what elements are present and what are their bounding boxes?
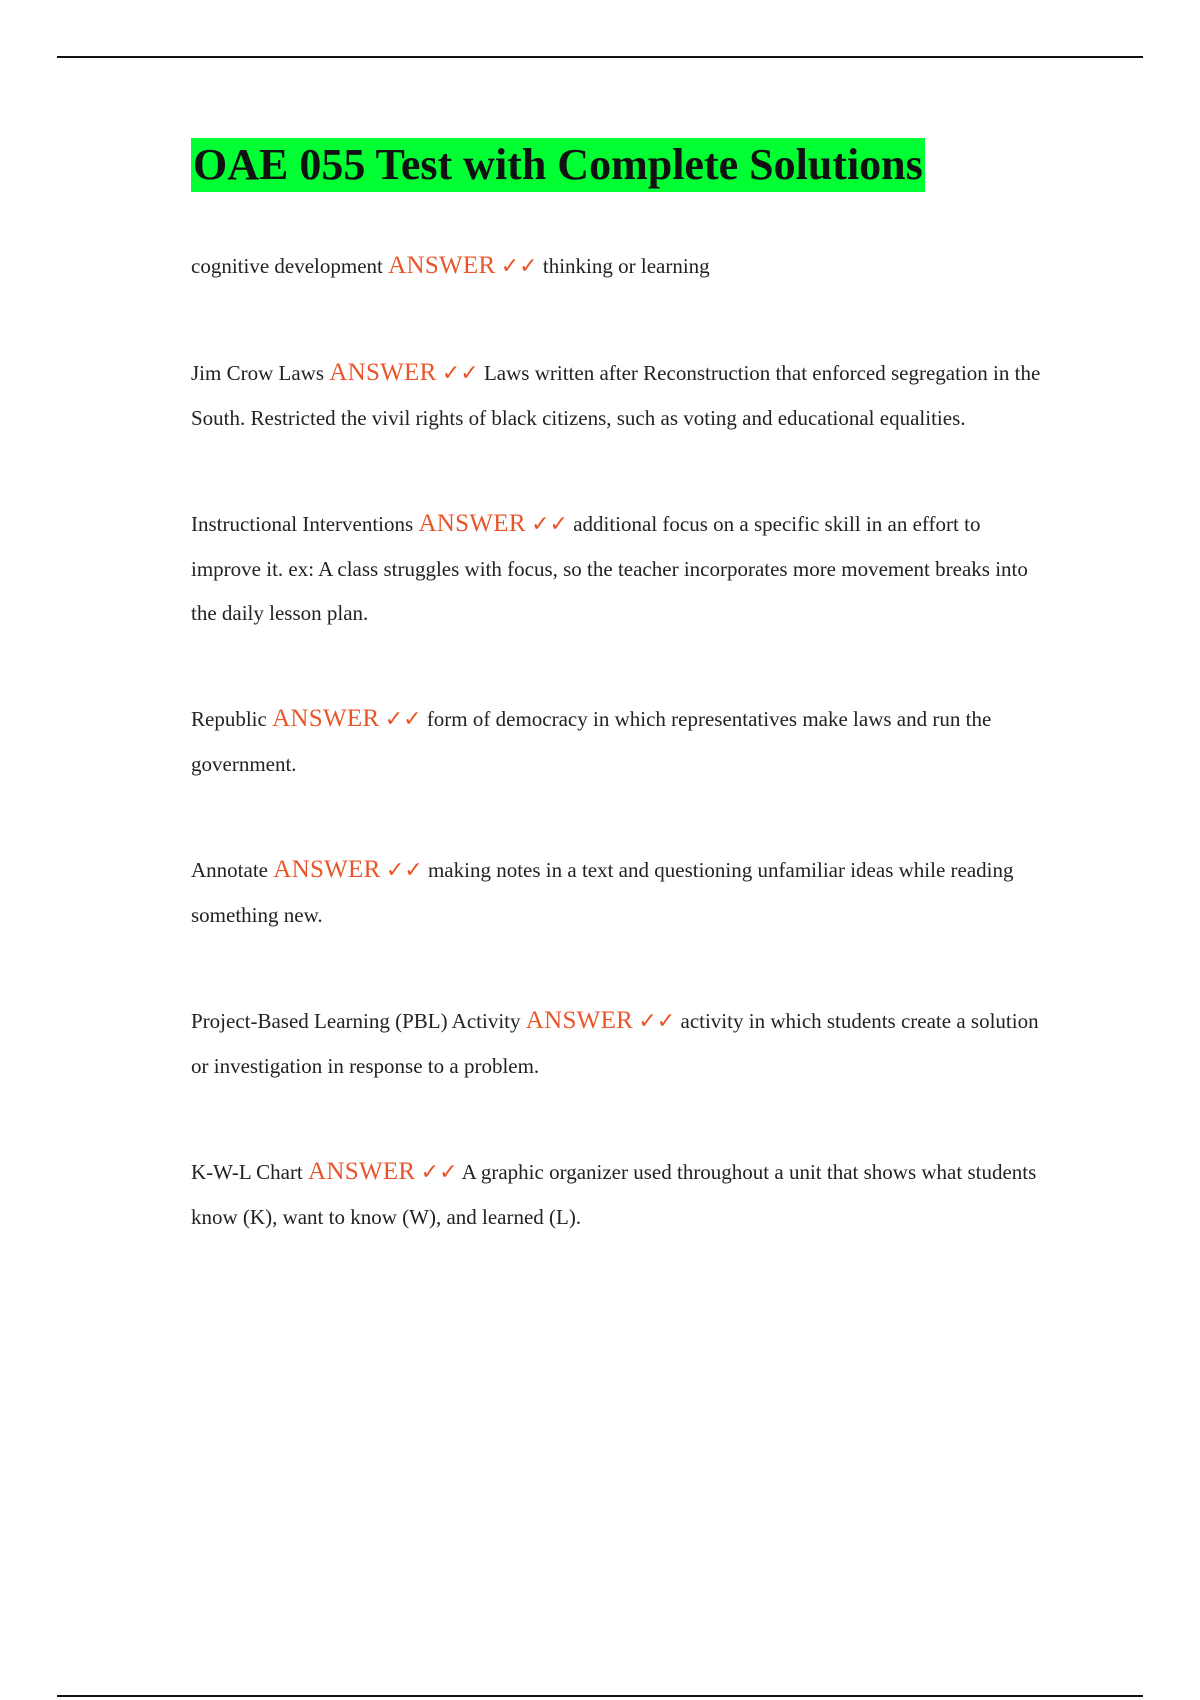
answer-label: ANSWER bbox=[525, 1007, 634, 1034]
double-check-icon: ✓✓ bbox=[500, 254, 538, 279]
footer-rule bbox=[57, 1695, 1143, 1697]
entry-term: Project-Based Learning (PBL) Activity bbox=[191, 1009, 521, 1033]
entry-definition: additional focus on a specific skill in an effort to improve it. ex: A class struggles with focus, so the teacher incorporates more movement breaks into the daily lesson plan. bbox=[191, 512, 1028, 625]
answer-label: ANSWER bbox=[418, 510, 526, 537]
entry-definition: thinking or learning bbox=[542, 254, 710, 278]
qa-entry bbox=[191, 1150, 1051, 1239]
entry-term: Annotate bbox=[191, 858, 268, 882]
entry-definition: activity in which students create a solution or investigation in response to a problem. bbox=[191, 1009, 1039, 1078]
answer-label: ANSWER bbox=[273, 856, 381, 883]
answer-label: ANSWER bbox=[388, 252, 496, 279]
entry-definition: A graphic organizer used throughout a unit that shows what students know (K), want to know (W), and learned (L). bbox=[191, 1160, 1037, 1229]
entry-term: Jim Crow Laws bbox=[191, 361, 324, 385]
double-check-icon: ✓✓ bbox=[420, 1160, 458, 1185]
entry-definition: making notes in a text and questioning unfamiliar ideas while reading something new. bbox=[191, 858, 1014, 927]
double-check-icon: ✓✓ bbox=[441, 361, 479, 386]
double-check-icon: ✓✓ bbox=[638, 1009, 676, 1034]
entry-term: K-W-L Chart bbox=[191, 1160, 303, 1184]
qa-entry bbox=[191, 697, 1051, 786]
double-check-icon: ✓✓ bbox=[384, 707, 422, 732]
qa-list bbox=[191, 244, 1051, 1239]
entry-term: Instructional Interventions bbox=[191, 512, 414, 536]
header-rule bbox=[57, 56, 1143, 58]
qa-entry bbox=[191, 999, 1051, 1088]
answer-label: ANSWER bbox=[272, 705, 380, 732]
entry-definition: Laws written after Reconstruction that enforced segregation in the South. Restricted the vivil rights of black citizens, such as voting and educational equalities. bbox=[191, 361, 1041, 430]
document-title: OAE 055 Test with Complete Solutions bbox=[191, 138, 925, 192]
document-body bbox=[191, 138, 1051, 1301]
double-check-icon: ✓✓ bbox=[385, 858, 423, 883]
entry-definition: form of democracy in which representatives make laws and run the government. bbox=[191, 707, 992, 776]
qa-entry bbox=[191, 244, 1051, 289]
answer-label: ANSWER bbox=[308, 1158, 416, 1185]
qa-entry bbox=[191, 848, 1051, 937]
qa-entry bbox=[191, 351, 1051, 440]
qa-entry bbox=[191, 502, 1051, 635]
answer-label: ANSWER bbox=[329, 359, 437, 386]
entry-term: cognitive development bbox=[191, 254, 383, 278]
entry-term: Republic bbox=[191, 707, 267, 731]
double-check-icon: ✓✓ bbox=[531, 512, 568, 537]
